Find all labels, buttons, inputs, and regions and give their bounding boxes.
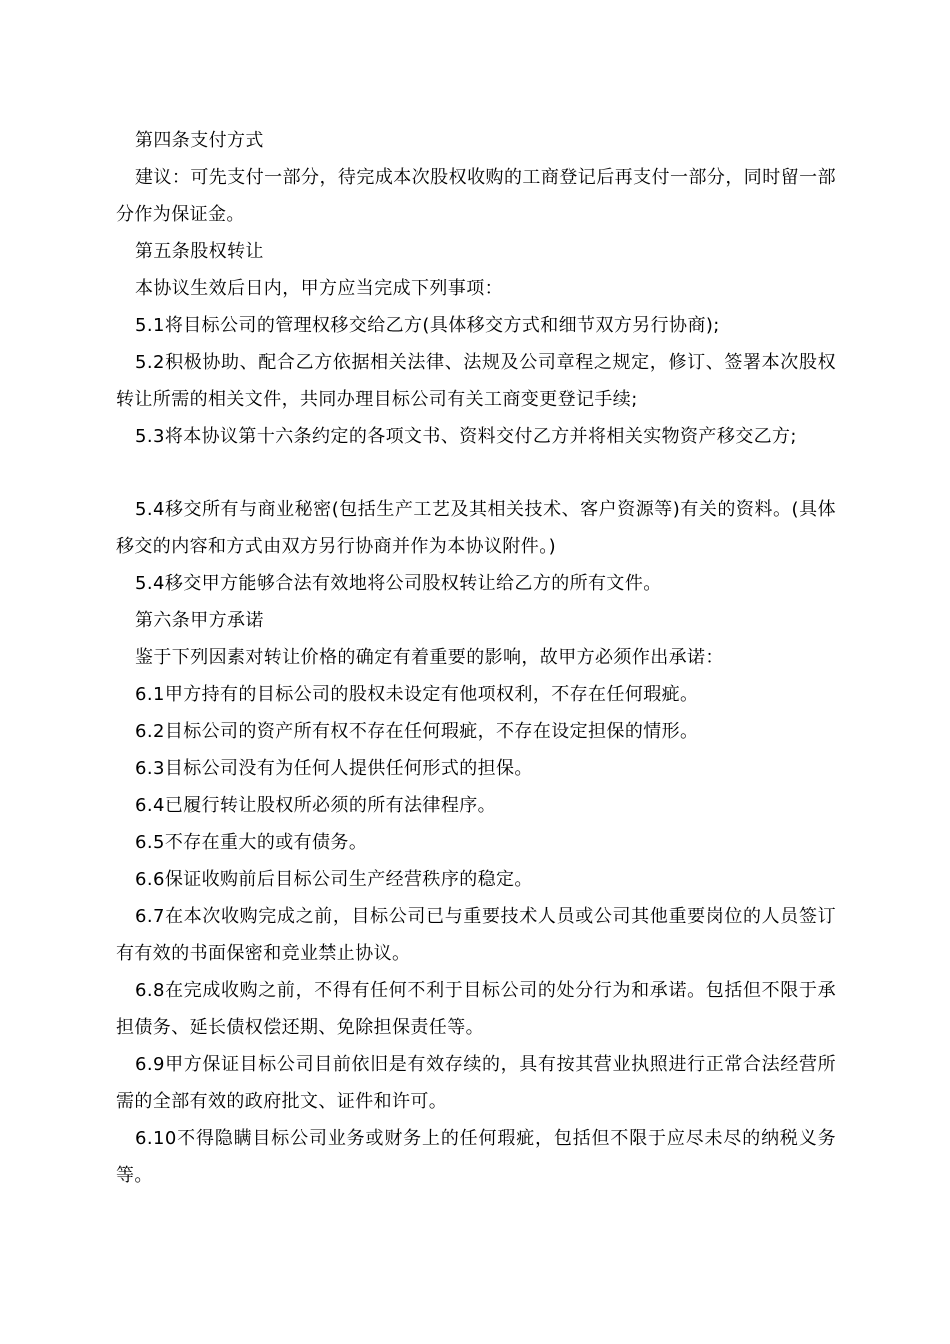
article-5-heading: 第五条股权转让 (135, 241, 264, 262)
clause-5-2: 5.2积极协助、配合乙方依据相关法律、法规及公司章程之规定，修订、签署本次股权转让所需的相关文件，共同办理目标公司有关工商变更登记手续; (116, 352, 836, 410)
clause-6-8: 6.8在完成收购之前，不得有任何不利于目标公司的处分行为和承诺。包括但不限于承担债务、延长债权偿还期、免除担保责任等。 (116, 980, 836, 1038)
clause-6-1: 6.1甲方持有的目标公司的股权未设定有他项权利，不存在任何瑕疵。 (135, 684, 699, 705)
document-body (116, 122, 836, 1194)
clause-5-3: 5.3将本协议第十六条约定的各项文书、资料交付乙方并将相关实物资产移交乙方; (135, 426, 797, 447)
article-6-intro: 鉴于下列因素对转让价格的确定有着重要的影响，故甲方必须作出承诺： (135, 647, 724, 668)
article-5-intro: 本协议生效后日内，甲方应当完成下列事项： (135, 278, 503, 299)
article-6-heading: 第六条甲方承诺 (135, 610, 264, 631)
blank-line (116, 455, 836, 491)
clause-5-4-secrets: 5.4移交所有与商业秘密(包括生产工艺及其相关技术、客户资源等)有关的资料。(具体移交的内容和方式由双方另行协商并作为本协议附件。) (116, 499, 836, 557)
clause-5-4-files: 5.4移交甲方能够合法有效地将公司股权转让给乙方的所有文件。 (135, 573, 662, 594)
clause-6-5: 6.5不存在重大的或有债务。 (135, 832, 368, 853)
clause-6-3: 6.3目标公司没有为任何人提供任何形式的担保。 (135, 758, 533, 779)
clause-6-6: 6.6保证收购前后目标公司生产经营秩序的稳定。 (135, 869, 533, 890)
clause-6-7: 6.7在本次收购完成之前，目标公司已与重要技术人员或公司其他重要岗位的人员签订有有效的书面保密和竞业禁止协议。 (116, 906, 836, 964)
article-4-suggestion: 建议：可先支付一部分，待完成本次股权收购的工商登记后再支付一部分，同时留一部分作为保证金。 (116, 167, 836, 225)
clause-6-4: 6.4已履行转让股权所必须的所有法律程序。 (135, 795, 497, 816)
clause-6-2: 6.2目标公司的资产所有权不存在任何瑕疵，不存在设定担保的情形。 (135, 721, 699, 742)
clause-5-1: 5.1将目标公司的管理权移交给乙方(具体移交方式和细节双方另行协商); (135, 315, 720, 336)
clause-6-9: 6.9甲方保证目标公司目前依旧是有效存续的，具有按其营业执照进行正常合法经营所需的全部有效的政府批文、证件和许可。 (116, 1054, 836, 1112)
article-4-heading: 第四条支付方式 (135, 130, 264, 151)
clause-6-10: 6.10不得隐瞒目标公司业务或财务上的任何瑕疵，包括但不限于应尽未尽的纳税义务等。 (116, 1128, 836, 1186)
